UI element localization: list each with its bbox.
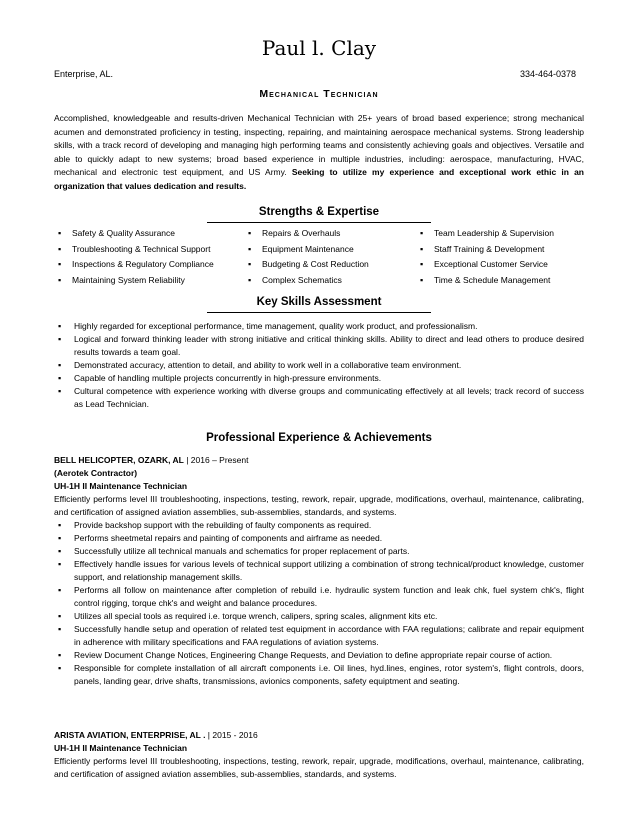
job-1-duties-list [54, 519, 584, 688]
job-1-header [54, 454, 584, 519]
skill-item: ▪ Logical and forward thinking leader with strong initiative and critical thinking skills. Ability to direct and lead others to produce desired results towards a team goal. [54, 333, 584, 359]
duty-item: ▪ Performs sheetmetal repairs and painting of components and airframe as needed. [54, 532, 584, 545]
job-2-header [54, 729, 584, 781]
phone-text: 334-464-0378 [519, 69, 576, 79]
skills-list [54, 320, 584, 411]
job-1-company: BELL HELICOPTER, OZARK, AL [54, 455, 184, 465]
duty-item: ▪ Effectively handle issues for various levels of technical support utilizing a combination of strong technical/product knowledge, customer support, and relationship management skills. [54, 558, 584, 584]
strength-item: ▪ Complex Schematics [248, 273, 369, 289]
strengths-underline [207, 222, 431, 223]
skill-item: ▪ Capable of handling multiple projects concurrently in high-pressure environments. [54, 372, 584, 385]
strengths-heading: Strengths & Expertise [258, 206, 380, 218]
duty-item: ▪ Utilizes all special tools as required i.e. torque wrench, calipers, spring scales, alignment kits etc. [54, 610, 584, 623]
job-1-dates: | 2016 – Present [183, 455, 249, 465]
job-1-role: UH-1H II Maintenance Technician [54, 481, 188, 491]
strength-item: ▪ Safety & Quality Assurance [58, 226, 214, 242]
strengths-column-2 [248, 226, 369, 288]
duty-item: ▪ Successfully utilize all technical manuals and schematics for proper replacement of parts. [54, 545, 584, 558]
summary-text: Accomplished, knowledgeable and results-driven Mechanical Technician with 25+ years of broad based experience; strong mechanical acumen and demonstrated proficiency in testing, inspecting, repairing, and maintaining aerospace mechanical systems. Strong leadership skills, with a track record of developing and managing high performing teams and consistently achieving goals and objectives. Versatile and able to quickly adapt to new systems; broad based experience in multiple industries, including: aerospace, manufacturing, HVAC, mechanical and electronic test equipment, and US Army. [54, 113, 584, 177]
strengths-column-3 [420, 226, 554, 288]
strength-item: ▪ Exceptional Customer Service [420, 257, 554, 273]
strengths-column-1 [58, 226, 214, 288]
duty-item: ▪ Review Document Change Notices, Engineering Change Requests, and Deviation to define appropriate repair course of action. [54, 649, 584, 662]
job-2-role: UH-1H II Maintenance Technician [54, 743, 188, 753]
duty-item: ▪ Successfully handle setup and operation of related test equipment in accordance with FAA regulations; calibrate and repair equipment in adherence with military specifications and FAA regulations of aviation systems. [54, 623, 584, 649]
summary-objective: Seeking to utilize my experience and exceptional work ethic in an organization that values dedication and results. [54, 167, 584, 191]
strength-item: ▪ Budgeting & Cost Reduction [248, 257, 369, 273]
skill-item: ▪ Highly regarded for exceptional performance, time management, quality work product, and professionalism. [54, 320, 584, 333]
job-2-dates: | 2015 - 2016 [205, 730, 258, 740]
location-text: Enterprise, AL. [54, 69, 114, 79]
job-1-description: Efficiently performs level III troubleshooting, inspections, testing, rework, repair, upgrade, modifications, overhaul, maintenance, calibrating, and certification of assigned aviation assemblies, sub-assemblies, standards, and systems. [54, 494, 584, 517]
strength-item: ▪ Inspections & Regulatory Compliance [58, 257, 214, 273]
job-2-company: ARISTA AVIATION, ENTERPRISE, AL . [54, 730, 206, 740]
job-title: Mechanical Technician [259, 88, 379, 100]
skills-heading: Key Skills Assessment [256, 296, 382, 308]
job-2-description: Efficiently performs level III troubleshooting, inspections, testing, rework, repair, upgrade, modifications, overhaul, maintenance, calibrating, and certification of assigned aviation assemblies, sub-assemblies, standards, and systems. [54, 756, 584, 779]
strength-item: ▪ Time & Schedule Management [420, 273, 554, 289]
skill-item: ▪ Cultural competence with experience working with diverse groups and communicating effectively at all levels; track record of success as Lead Technician. [54, 385, 584, 411]
strength-item: ▪ Troubleshooting & Technical Support [58, 242, 214, 258]
strength-item: ▪ Repairs & Overhauls [248, 226, 369, 242]
skills-underline [207, 312, 431, 313]
contact-line [54, 68, 576, 80]
duty-item: ▪ Provide backshop support with the rebuilding of faulty components as required. [54, 519, 584, 532]
summary-paragraph [54, 112, 584, 193]
job-1-contractor: (Aerotek Contractor) [54, 468, 138, 478]
applicant-name: Paul l. Clay [261, 36, 377, 60]
strength-item: ▪ Equipment Maintenance [248, 242, 369, 258]
strength-item: ▪ Maintaining System Reliability [58, 273, 214, 289]
strength-item: ▪ Team Leadership & Supervision [420, 226, 554, 242]
duty-item: ▪ Performs all follow on maintenance after completion of rebuild i.e. hydraulic system function and leak chk, fuel system chk's, flight control rigging, torque chk's and weight and balance procedures. [54, 584, 584, 610]
skill-item: ▪ Demonstrated accuracy, attention to detail, and ability to work well in a collaborative team environment. [54, 359, 584, 372]
experience-heading: Professional Experience & Achievements [206, 432, 432, 444]
duty-item: ▪ Responsible for complete installation of all aircraft components i.e. Oil lines, hyd.lines, engines, rotor system's, flight controls, doors, panels, landing gear, drive shafts, transmissions, avionics components, safety equiptment and seating. [54, 662, 584, 688]
strength-item: ▪ Staff Training & Development [420, 242, 554, 258]
